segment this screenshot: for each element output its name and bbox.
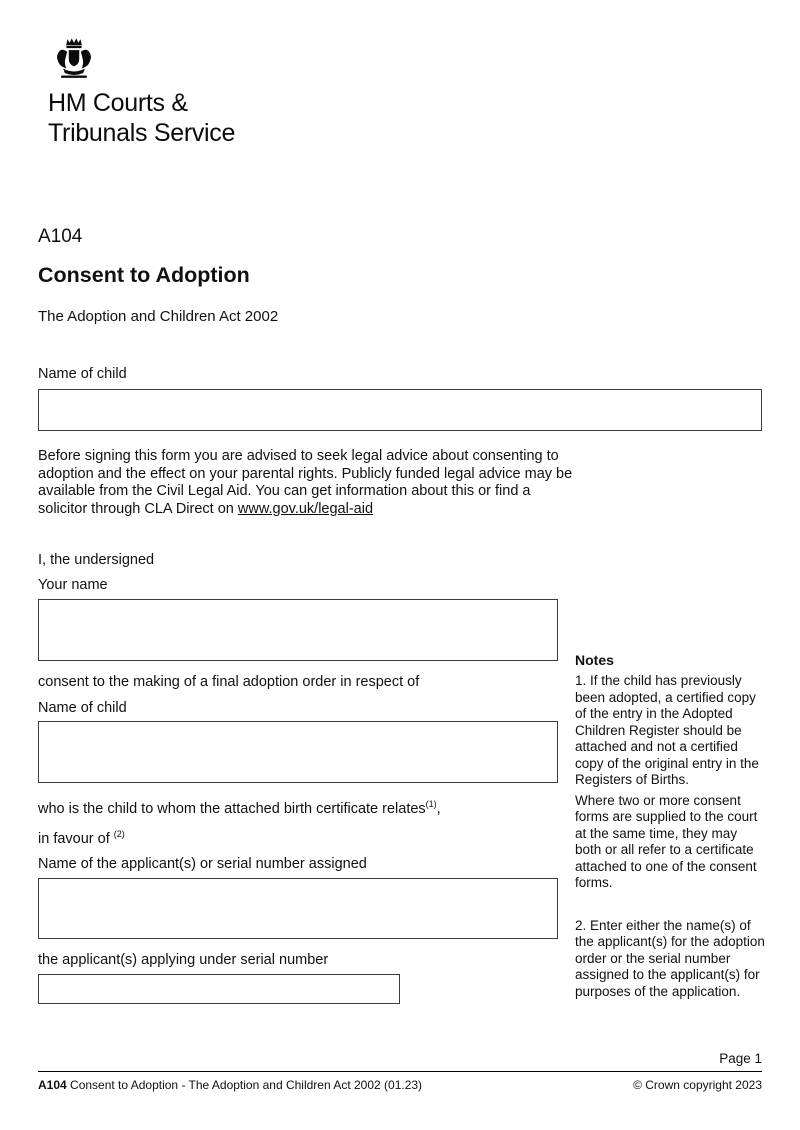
org-name-line2: Tribunals Service [48,119,236,147]
your-name-label: Your name [38,577,108,593]
serial-number-input[interactable] [38,974,400,1004]
legal-aid-link[interactable]: www.gov.uk/legal-aid [237,500,374,517]
footer-document-reference [38,1078,422,1092]
notes-heading: Notes [575,652,614,668]
page-number: Page 1 [719,1051,762,1066]
footnote-ref-2: (2) [113,828,125,839]
form-title: Consent to Adoption [38,263,250,287]
org-name-line1: HM Courts & [48,89,188,117]
consent-statement: consent to the making of a final adoption order in respect of [38,674,420,690]
footer-copyright: © Crown copyright 2023 [633,1078,762,1092]
note-1-continued: Where two or more consent forms are supplied to the court at the same time, they may both or all refer to a certificate attached to one of the consent forms. [575,792,758,890]
hmcts-logo [48,36,762,146]
undersigned-statement: I, the undersigned [38,552,155,568]
child-name-input[interactable] [38,389,762,431]
form-number: A104 [38,226,83,247]
footer-form-title: Consent to Adoption - The Adoption and Children Act 2002 (01.23) [66,1078,423,1092]
applicant-name-input[interactable] [38,878,558,939]
birth-certificate-comma: , [436,800,441,817]
notes-column [575,652,766,1000]
your-name-input[interactable] [38,599,558,661]
note-1: 1. If the child has previously been adopted, a certified copy of the entry in the Adopted Children Register should be attached and not a certified copy of the original entry in the Registers of Births. [575,673,759,787]
note-2: 2. Enter either the name(s) of the applicant(s) for the adoption order or the serial number assigned to the applicant(s) for purposes of the application. [575,917,765,999]
form-act-subtitle: The Adoption and Children Act 2002 [38,308,279,325]
birth-certificate-text: who is the child to whom the attached birth certificate relates [38,800,426,817]
footer-form-number: A104 [38,1078,67,1092]
legal-advice-text: Before signing this form you are advised to seek legal advice about consenting to adoption and the effect on your parental rights. Publicly funded legal advice may be available from the Civil Legal Aid. You can get information about this or find a solicitor through CLA Direct on [38,448,573,517]
footnote-ref-1: (1) [425,799,437,809]
serial-number-label: the applicant(s) applying under serial number [38,951,329,968]
in-favour-text: in favour of [38,830,114,847]
child-name-2-input[interactable] [38,721,558,783]
footer-divider [38,1071,762,1072]
child-name-2-label: Name of child [38,700,127,716]
applicant-name-label: Name of the applicant(s) or serial number assigned [38,855,367,872]
royal-crest-icon [48,36,100,86]
child-name-label: Name of child [38,366,127,382]
legal-advice-paragraph [38,448,583,518]
